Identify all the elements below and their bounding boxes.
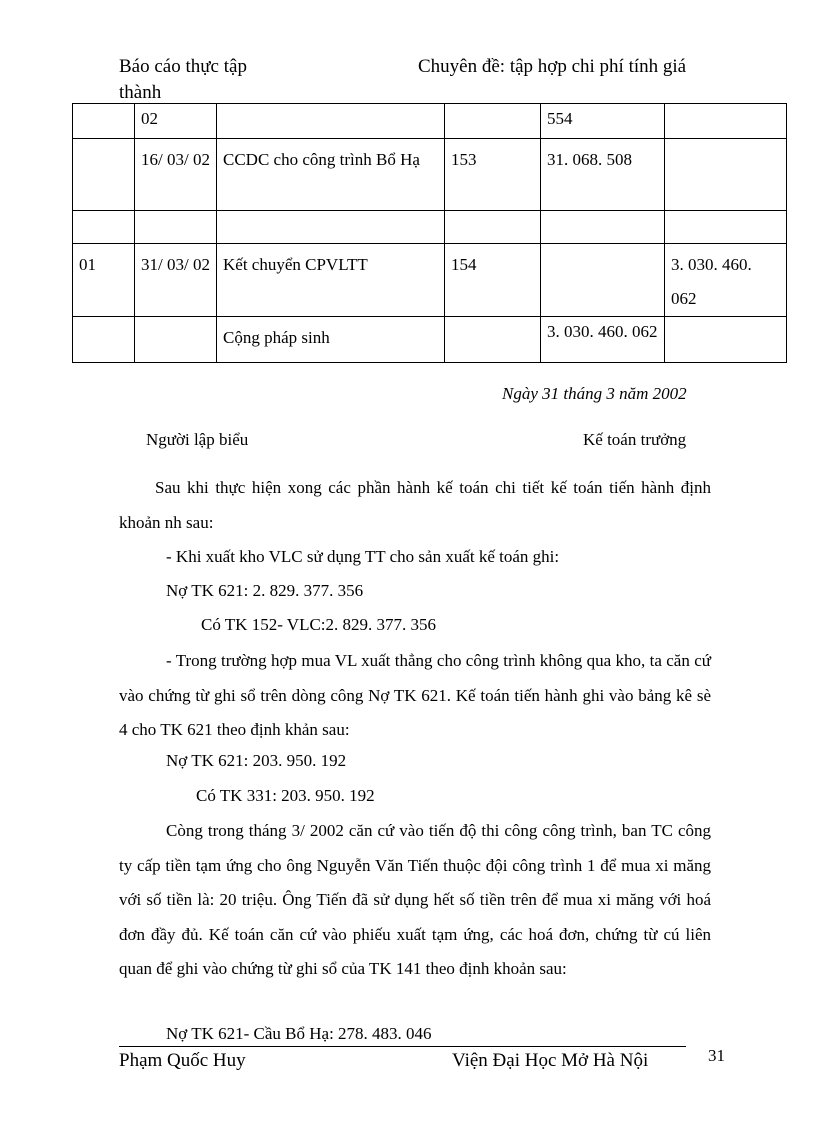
table-row (73, 211, 787, 244)
table-cell (217, 211, 445, 244)
table-cell: CCDC cho công trình Bổ Hạ (217, 139, 445, 211)
table-cell (445, 317, 541, 363)
table-cell (445, 211, 541, 244)
header-left: Báo cáo thực tập thành (119, 56, 247, 103)
table-cell (73, 139, 135, 211)
paragraph-intro: Sau khi thực hiện xong các phần hành kế toán chi tiết kế toán tiến hành định khoản nh sau: (119, 478, 711, 532)
table-cell (73, 211, 135, 244)
table-cell (665, 139, 787, 211)
table-cell: Cộng pháp sinh (217, 317, 445, 363)
table-cell: 02 (135, 104, 217, 139)
signature-chief-accountant: Kế toán trưởng (583, 430, 687, 449)
entry-line: Nợ TK 621: 2. 829. 377. 356 (166, 581, 364, 600)
entry-line: Nợ TK 621: 203. 950. 192 (166, 751, 347, 770)
footer-institution: Viện Đại Học Mở Hà Nội (452, 1050, 649, 1071)
table-cell (665, 211, 787, 244)
table-cell (73, 104, 135, 139)
paragraph-advance: Còng trong tháng 3/ 2002 căn cứ vào tiến độ thi công công trình, ban TC công ty cấp tiền tạm ứng cho ông Nguyễn Văn Tiến thuộc đội công trình 1 để mua xi măng với số tiền là: 20 triệu. Ông Tiến đã sử dụng hết số tiền trên để mua xi măng với hoá đơn đầy đủ. Kế toán căn cứ vào phiếu xuất tạm ứng, các hoá đơn, chứng từ cú liên quan để ghi vào chứng từ ghi sổ của TK 141 theo định khoản sau: (119, 821, 711, 978)
table-row (73, 317, 787, 363)
paragraph-purchase: - Trong trường hợp mua VL xuất thẳng cho công trình không qua kho, ta căn cứ vào chứng từ ghi sổ trên dòng công Nợ TK 621. Kế toán tiến hành ghi vào bảng kê sè 4 cho TK 621 theo định khản sau: (119, 651, 711, 739)
table-cell (73, 317, 135, 363)
table-cell: 554 (541, 104, 665, 139)
entry-line: Có TK 331: 203. 950. 192 (196, 786, 375, 805)
table-cell (445, 104, 541, 139)
table-row (73, 104, 787, 139)
table-cell (135, 211, 217, 244)
table-cell: 3. 030. 460. 062 (665, 244, 787, 317)
table-cell (217, 104, 445, 139)
table-cell: 16/ 03/ 02 (135, 139, 217, 211)
table-row (73, 139, 787, 211)
table-cell: 3. 030. 460. 062 (541, 317, 665, 363)
table-cell (665, 317, 787, 363)
header-right: Chuyên đề: tập hợp chi phí tính giá (418, 56, 687, 77)
table-cell: 31. 068. 508 (541, 139, 665, 211)
table-cell: 31/ 03/ 02 (135, 244, 217, 317)
report-date: Ngày 31 tháng 3 năm 2002 (502, 384, 687, 403)
footer-rule (119, 1046, 686, 1047)
table-cell (541, 244, 665, 317)
entry-line: Có TK 152- VLC:2. 829. 377. 356 (201, 615, 437, 634)
signature-preparer: Người lập biểu (146, 430, 249, 449)
table-cell (665, 104, 787, 139)
table-cell: 154 (445, 244, 541, 317)
entry-line: - Khi xuất kho VLC sử dụng TT cho sản xuất kế toán ghi: (166, 547, 560, 566)
footer-author: Phạm Quốc Huy (119, 1050, 246, 1071)
table-cell (541, 211, 665, 244)
page-number: 31 (708, 1046, 725, 1065)
ledger-table (72, 103, 787, 363)
entry-line: Nợ TK 621- Cầu Bổ Hạ: 278. 483. 046 (166, 1024, 432, 1043)
table-cell: Kết chuyển CPVLTT (217, 244, 445, 317)
table-cell: 153 (445, 139, 541, 211)
table-cell: 01 (73, 244, 135, 317)
table-row (73, 244, 787, 317)
table-cell (135, 317, 217, 363)
